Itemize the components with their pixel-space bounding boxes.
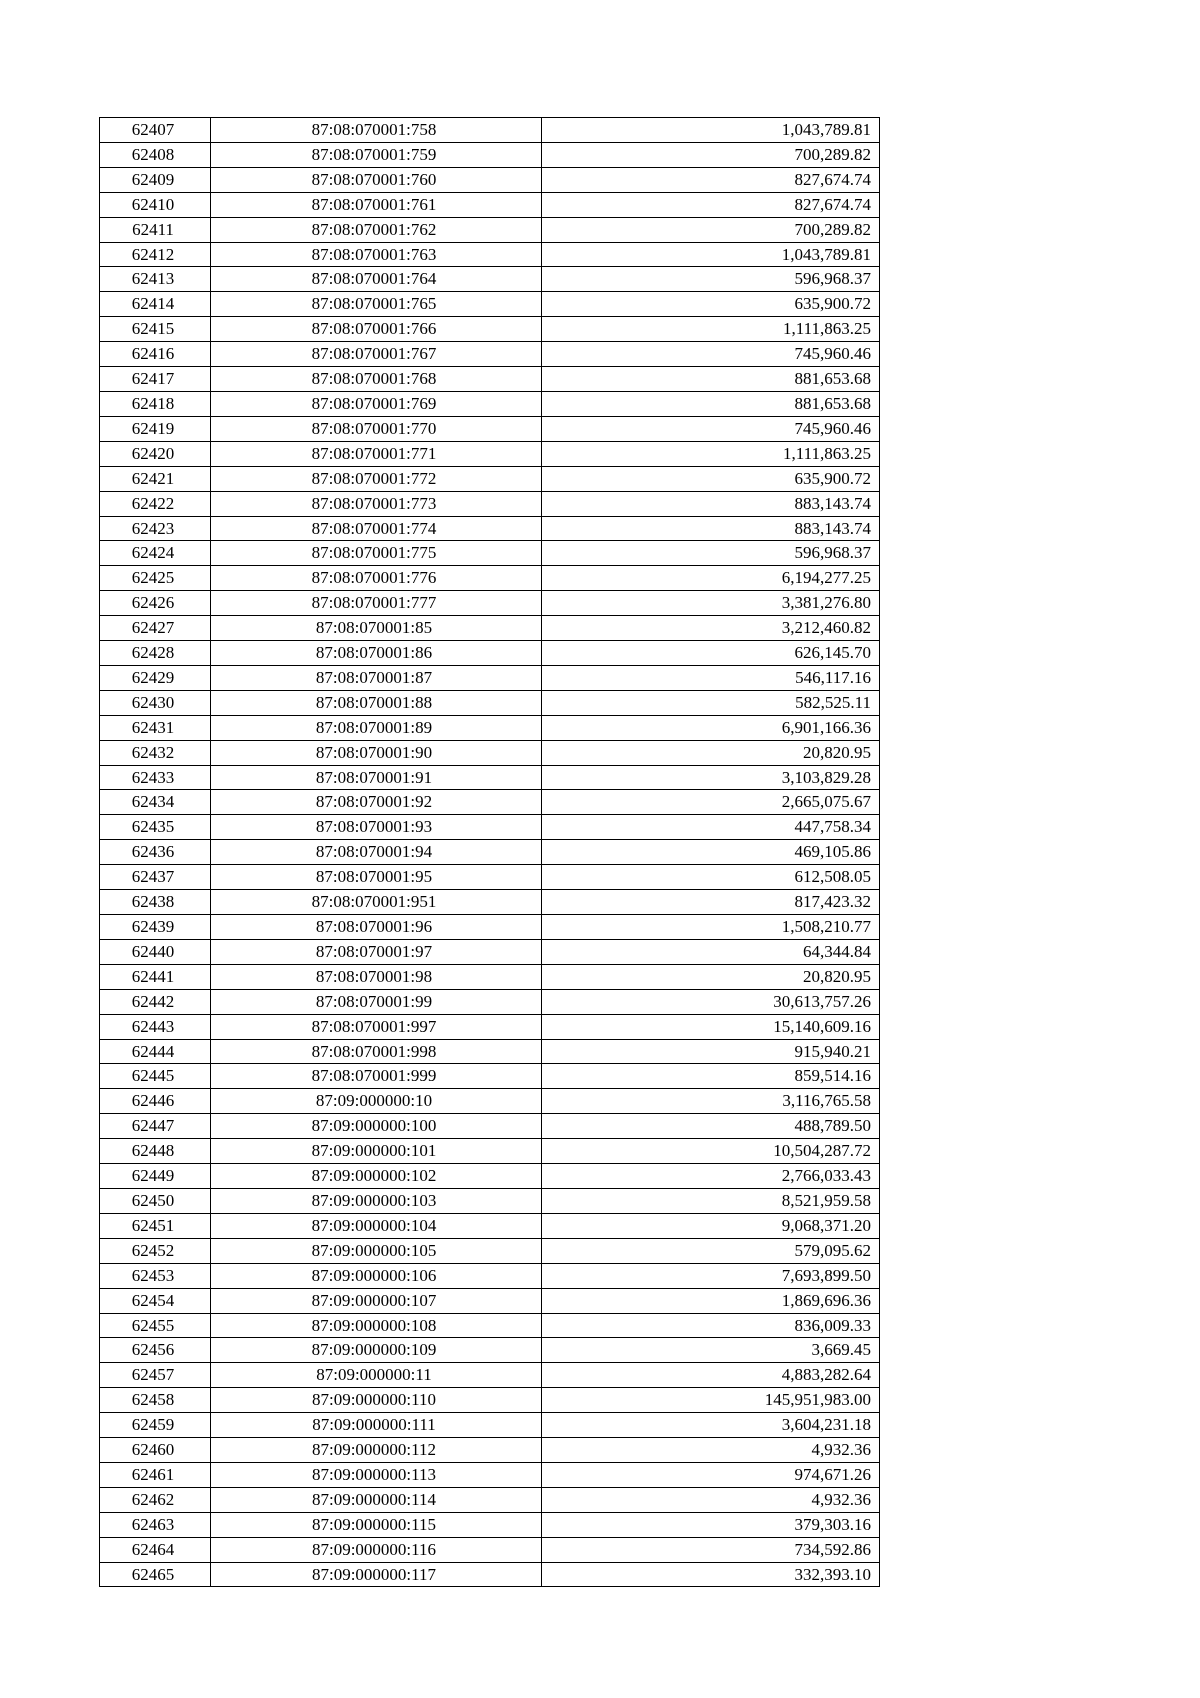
table-row	[100, 292, 880, 317]
cadastral-value-cell: 3,212,460.82	[542, 616, 880, 641]
cadastral-number-cell: 87:08:070001:770	[211, 416, 542, 441]
cadastral-value-cell: 546,117.16	[542, 665, 880, 690]
cadastral-value-cell: 700,289.82	[542, 217, 880, 242]
table-row	[100, 1462, 880, 1487]
row-number-cell: 62445	[100, 1064, 211, 1089]
row-number-cell: 62439	[100, 915, 211, 940]
row-number-cell: 62415	[100, 317, 211, 342]
cadastral-value-cell: 2,766,033.43	[542, 1164, 880, 1189]
cadastral-number-cell: 87:09:000000:104	[211, 1213, 542, 1238]
row-number-cell: 62430	[100, 690, 211, 715]
cadastral-value-cell: 612,508.05	[542, 865, 880, 890]
row-number-cell: 62437	[100, 865, 211, 890]
cadastral-value-cell: 1,508,210.77	[542, 915, 880, 940]
cadastral-number-cell: 87:08:070001:777	[211, 591, 542, 616]
cadastral-number-cell: 87:08:070001:771	[211, 441, 542, 466]
cadastral-value-cell: 145,951,983.00	[542, 1388, 880, 1413]
cadastral-value-cell: 827,674.74	[542, 192, 880, 217]
table-row	[100, 939, 880, 964]
table-row	[100, 541, 880, 566]
table-row	[100, 217, 880, 242]
cadastral-number-cell: 87:08:070001:997	[211, 1014, 542, 1039]
cadastral-value-cell: 745,960.46	[542, 416, 880, 441]
table-row	[100, 242, 880, 267]
row-number-cell: 62442	[100, 989, 211, 1014]
table-row	[100, 342, 880, 367]
cadastral-value-cell: 3,103,829.28	[542, 765, 880, 790]
cadastral-number-cell: 87:08:070001:95	[211, 865, 542, 890]
cadastral-value-cell: 859,514.16	[542, 1064, 880, 1089]
cadastral-number-cell: 87:08:070001:767	[211, 342, 542, 367]
row-number-cell: 62427	[100, 616, 211, 641]
row-number-cell: 62432	[100, 740, 211, 765]
cadastral-value-cell: 3,116,765.58	[542, 1089, 880, 1114]
table-row	[100, 1188, 880, 1213]
row-number-cell: 62418	[100, 391, 211, 416]
cadastral-value-cell: 626,145.70	[542, 641, 880, 666]
row-number-cell: 62419	[100, 416, 211, 441]
table-row	[100, 1089, 880, 1114]
row-number-cell: 62410	[100, 192, 211, 217]
cadastral-number-cell: 87:09:000000:10	[211, 1089, 542, 1114]
cadastral-number-cell: 87:09:000000:106	[211, 1263, 542, 1288]
table-row	[100, 1537, 880, 1562]
cadastral-value-cell: 447,758.34	[542, 815, 880, 840]
cadastral-number-cell: 87:09:000000:111	[211, 1413, 542, 1438]
cadastral-number-cell: 87:09:000000:101	[211, 1139, 542, 1164]
table-row	[100, 1487, 880, 1512]
cadastral-number-cell: 87:08:070001:768	[211, 367, 542, 392]
cadastral-value-cell: 1,043,789.81	[542, 242, 880, 267]
cadastral-value-cell: 745,960.46	[542, 342, 880, 367]
cadastral-number-cell: 87:08:070001:764	[211, 267, 542, 292]
cadastral-value-cell: 1,869,696.36	[542, 1288, 880, 1313]
cadastral-number-cell: 87:09:000000:117	[211, 1562, 542, 1587]
cadastral-value-cell: 332,393.10	[542, 1562, 880, 1587]
table-row	[100, 1064, 880, 1089]
cadastral-number-cell: 87:08:070001:98	[211, 964, 542, 989]
table-row	[100, 1139, 880, 1164]
cadastral-value-cell: 817,423.32	[542, 890, 880, 915]
row-number-cell: 62447	[100, 1114, 211, 1139]
row-number-cell: 62451	[100, 1213, 211, 1238]
table-row	[100, 167, 880, 192]
table-row	[100, 890, 880, 915]
cadastral-number-cell: 87:08:070001:763	[211, 242, 542, 267]
cadastral-value-cell: 883,143.74	[542, 491, 880, 516]
cadastral-number-cell: 87:08:070001:759	[211, 142, 542, 167]
cadastral-number-cell: 87:08:070001:89	[211, 715, 542, 740]
row-number-cell: 62462	[100, 1487, 211, 1512]
row-number-cell: 62420	[100, 441, 211, 466]
cadastral-value-cell: 635,900.72	[542, 466, 880, 491]
table-row	[100, 491, 880, 516]
cadastral-number-cell: 87:08:070001:88	[211, 690, 542, 715]
table-row	[100, 616, 880, 641]
cadastral-value-cell: 582,525.11	[542, 690, 880, 715]
row-number-cell: 62421	[100, 466, 211, 491]
cadastral-number-cell: 87:09:000000:114	[211, 1487, 542, 1512]
cadastral-value-cell: 469,105.86	[542, 840, 880, 865]
cadastral-number-cell: 87:09:000000:108	[211, 1313, 542, 1338]
cadastral-value-cell: 6,194,277.25	[542, 566, 880, 591]
row-number-cell: 62463	[100, 1512, 211, 1537]
cadastral-value-cell: 3,381,276.80	[542, 591, 880, 616]
cadastral-number-cell: 87:08:070001:772	[211, 466, 542, 491]
cadastral-number-cell: 87:08:070001:776	[211, 566, 542, 591]
table-row	[100, 391, 880, 416]
cadastral-value-cell: 4,883,282.64	[542, 1363, 880, 1388]
cadastral-value-cell: 2,665,075.67	[542, 790, 880, 815]
cadastral-value-cell: 488,789.50	[542, 1114, 880, 1139]
row-number-cell: 62414	[100, 292, 211, 317]
table-row	[100, 1562, 880, 1587]
row-number-cell: 62449	[100, 1164, 211, 1189]
table-row	[100, 915, 880, 940]
row-number-cell: 62422	[100, 491, 211, 516]
cadastral-number-cell: 87:08:070001:765	[211, 292, 542, 317]
row-number-cell: 62433	[100, 765, 211, 790]
table-row	[100, 591, 880, 616]
cadastral-value-cell: 915,940.21	[542, 1039, 880, 1064]
cadastral-value-cell: 700,289.82	[542, 142, 880, 167]
cadastral-number-cell: 87:08:070001:760	[211, 167, 542, 192]
table-row	[100, 1438, 880, 1463]
cadastral-number-cell: 87:08:070001:773	[211, 491, 542, 516]
cadastral-number-cell: 87:09:000000:109	[211, 1338, 542, 1363]
cadastral-value-cell: 827,674.74	[542, 167, 880, 192]
cadastral-number-cell: 87:08:070001:92	[211, 790, 542, 815]
row-number-cell: 62417	[100, 367, 211, 392]
table-row	[100, 840, 880, 865]
cadastral-number-cell: 87:08:070001:774	[211, 516, 542, 541]
table-row	[100, 1039, 880, 1064]
row-number-cell: 62431	[100, 715, 211, 740]
row-number-cell: 62448	[100, 1139, 211, 1164]
table-row	[100, 1413, 880, 1438]
row-number-cell: 62453	[100, 1263, 211, 1288]
cadastral-value-cell: 64,344.84	[542, 939, 880, 964]
cadastral-number-cell: 87:08:070001:86	[211, 641, 542, 666]
table-row	[100, 1512, 880, 1537]
row-number-cell: 62438	[100, 890, 211, 915]
table-row	[100, 466, 880, 491]
table-row	[100, 441, 880, 466]
cadastral-value-cell: 579,095.62	[542, 1238, 880, 1263]
table-row	[100, 1288, 880, 1313]
table-row	[100, 1338, 880, 1363]
row-number-cell: 62408	[100, 142, 211, 167]
cadastral-value-cell: 6,901,166.36	[542, 715, 880, 740]
cadastral-number-cell: 87:08:070001:769	[211, 391, 542, 416]
table-row	[100, 516, 880, 541]
table-row	[100, 1114, 880, 1139]
row-number-cell: 62464	[100, 1537, 211, 1562]
table-row	[100, 192, 880, 217]
cadastral-number-cell: 87:09:000000:112	[211, 1438, 542, 1463]
row-number-cell: 62413	[100, 267, 211, 292]
cadastral-number-cell: 87:09:000000:116	[211, 1537, 542, 1562]
table-row	[100, 566, 880, 591]
table-row	[100, 1213, 880, 1238]
cadastral-number-cell: 87:08:070001:94	[211, 840, 542, 865]
cadastral-value-cell: 379,303.16	[542, 1512, 880, 1537]
cadastral-value-cell: 20,820.95	[542, 964, 880, 989]
row-number-cell: 62454	[100, 1288, 211, 1313]
row-number-cell: 62452	[100, 1238, 211, 1263]
cadastral-value-cell: 1,111,863.25	[542, 317, 880, 342]
table-row	[100, 1388, 880, 1413]
cadastral-value-cell: 10,504,287.72	[542, 1139, 880, 1164]
cadastral-value-cell: 4,932.36	[542, 1487, 880, 1512]
cadastral-value-cell: 883,143.74	[542, 516, 880, 541]
cadastral-number-cell: 87:08:070001:99	[211, 989, 542, 1014]
cadastral-number-cell: 87:09:000000:105	[211, 1238, 542, 1263]
row-number-cell: 62441	[100, 964, 211, 989]
cadastral-number-cell: 87:08:070001:85	[211, 616, 542, 641]
cadastral-value-cell: 20,820.95	[542, 740, 880, 765]
row-number-cell: 62440	[100, 939, 211, 964]
cadastral-number-cell: 87:09:000000:107	[211, 1288, 542, 1313]
row-number-cell: 62456	[100, 1338, 211, 1363]
table-row	[100, 815, 880, 840]
cadastral-number-cell: 87:08:070001:91	[211, 765, 542, 790]
row-number-cell: 62455	[100, 1313, 211, 1338]
table-row	[100, 118, 880, 143]
cadastral-value-cell: 4,932.36	[542, 1438, 880, 1463]
cadastral-value-cell: 1,043,789.81	[542, 118, 880, 143]
row-number-cell: 62428	[100, 641, 211, 666]
cadastral-number-cell: 87:08:070001:87	[211, 665, 542, 690]
cadastral-value-cell: 596,968.37	[542, 541, 880, 566]
row-number-cell: 62434	[100, 790, 211, 815]
cadastral-value-cell: 1,111,863.25	[542, 441, 880, 466]
row-number-cell: 62423	[100, 516, 211, 541]
table-row	[100, 1238, 880, 1263]
cadastral-number-cell: 87:08:070001:90	[211, 740, 542, 765]
table-row	[100, 1363, 880, 1388]
row-number-cell: 62444	[100, 1039, 211, 1064]
table-row	[100, 1263, 880, 1288]
row-number-cell: 62409	[100, 167, 211, 192]
row-number-cell: 62465	[100, 1562, 211, 1587]
cadastral-value-cell: 881,653.68	[542, 391, 880, 416]
row-number-cell: 62458	[100, 1388, 211, 1413]
cadastral-value-cell: 3,669.45	[542, 1338, 880, 1363]
cadastral-value-cell: 15,140,609.16	[542, 1014, 880, 1039]
row-number-cell: 62411	[100, 217, 211, 242]
table-row	[100, 715, 880, 740]
table-row	[100, 790, 880, 815]
row-number-cell: 62435	[100, 815, 211, 840]
table-row	[100, 267, 880, 292]
row-number-cell: 62457	[100, 1363, 211, 1388]
table-row	[100, 641, 880, 666]
table-row	[100, 690, 880, 715]
table-row	[100, 367, 880, 392]
cadastral-number-cell: 87:08:070001:97	[211, 939, 542, 964]
table-row	[100, 317, 880, 342]
cadastral-number-cell: 87:08:070001:775	[211, 541, 542, 566]
cadastral-number-cell: 87:08:070001:762	[211, 217, 542, 242]
cadastral-value-cell: 7,693,899.50	[542, 1263, 880, 1288]
cadastral-value-cell: 734,592.86	[542, 1537, 880, 1562]
cadastral-number-cell: 87:08:070001:951	[211, 890, 542, 915]
row-number-cell: 62436	[100, 840, 211, 865]
table-row	[100, 865, 880, 890]
cadastral-number-cell: 87:08:070001:766	[211, 317, 542, 342]
cadastral-number-cell: 87:08:070001:758	[211, 118, 542, 143]
row-number-cell: 62407	[100, 118, 211, 143]
row-number-cell: 62416	[100, 342, 211, 367]
row-number-cell: 62450	[100, 1188, 211, 1213]
cadastral-number-cell: 87:08:070001:761	[211, 192, 542, 217]
cadastral-value-table	[99, 117, 880, 1587]
cadastral-value-cell: 596,968.37	[542, 267, 880, 292]
cadastral-number-cell: 87:09:000000:110	[211, 1388, 542, 1413]
table-row	[100, 989, 880, 1014]
row-number-cell: 62461	[100, 1462, 211, 1487]
table-body	[100, 118, 880, 1587]
cadastral-number-cell: 87:09:000000:113	[211, 1462, 542, 1487]
row-number-cell: 62425	[100, 566, 211, 591]
table-row	[100, 665, 880, 690]
row-number-cell: 62459	[100, 1413, 211, 1438]
cadastral-number-cell: 87:09:000000:103	[211, 1188, 542, 1213]
row-number-cell: 62460	[100, 1438, 211, 1463]
cadastral-number-cell: 87:08:070001:998	[211, 1039, 542, 1064]
cadastral-value-cell: 974,671.26	[542, 1462, 880, 1487]
cadastral-number-cell: 87:08:070001:999	[211, 1064, 542, 1089]
row-number-cell: 62426	[100, 591, 211, 616]
row-number-cell: 62443	[100, 1014, 211, 1039]
cadastral-number-cell: 87:09:000000:102	[211, 1164, 542, 1189]
table-row	[100, 964, 880, 989]
cadastral-number-cell: 87:09:000000:11	[211, 1363, 542, 1388]
row-number-cell: 62412	[100, 242, 211, 267]
cadastral-value-cell: 8,521,959.58	[542, 1188, 880, 1213]
cadastral-number-cell: 87:09:000000:115	[211, 1512, 542, 1537]
table-row	[100, 740, 880, 765]
cadastral-value-cell: 3,604,231.18	[542, 1413, 880, 1438]
cadastral-value-cell: 881,653.68	[542, 367, 880, 392]
table-row	[100, 1014, 880, 1039]
table-row	[100, 142, 880, 167]
row-number-cell: 62424	[100, 541, 211, 566]
cadastral-number-cell: 87:09:000000:100	[211, 1114, 542, 1139]
table-row	[100, 765, 880, 790]
cadastral-number-cell: 87:08:070001:96	[211, 915, 542, 940]
cadastral-number-cell: 87:08:070001:93	[211, 815, 542, 840]
cadastral-value-cell: 635,900.72	[542, 292, 880, 317]
row-number-cell: 62446	[100, 1089, 211, 1114]
cadastral-value-cell: 836,009.33	[542, 1313, 880, 1338]
cadastral-value-cell: 9,068,371.20	[542, 1213, 880, 1238]
table-row	[100, 416, 880, 441]
table-row	[100, 1313, 880, 1338]
cadastral-value-cell: 30,613,757.26	[542, 989, 880, 1014]
row-number-cell: 62429	[100, 665, 211, 690]
table-row	[100, 1164, 880, 1189]
